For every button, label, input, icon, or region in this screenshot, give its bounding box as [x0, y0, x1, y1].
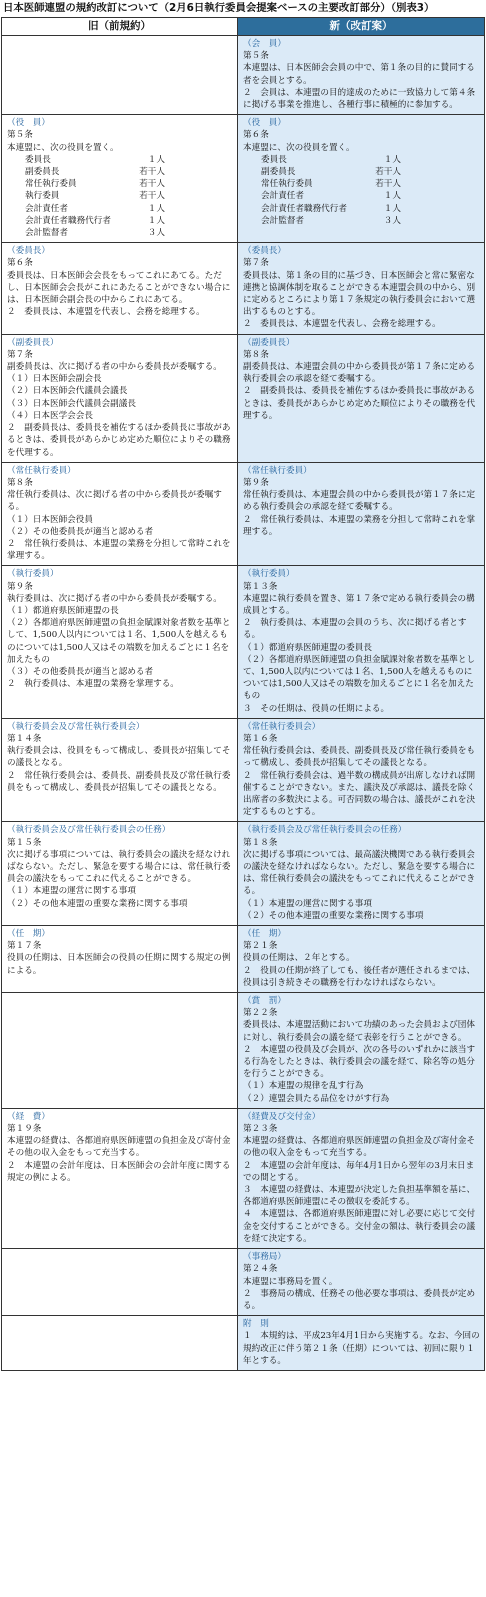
old-article-text: （３）日本医師会代議員会副議長 — [7, 398, 136, 409]
roster-count: １人 — [383, 154, 401, 165]
old-cell — [2, 822, 238, 926]
new-article-heading: （執行委員） — [243, 569, 295, 580]
new-article-text: 常任執行委員会は、委員長、副委員長及び常任執行委員をもって構成し、委員長が招集してその議長となる。 — [243, 746, 476, 769]
new-article-text: ３ 本連盟の経費は、本連盟が決定した負担基準額を基に、各都道府県医師連盟にその徴収を委託する。 — [243, 1185, 476, 1208]
old-article-text: ２ 常任執行委員会は、委員長、副委員長及び常任執行委員をもって構成し、委員長が招集してその議長となる。 — [7, 770, 231, 793]
new-roster-row — [261, 178, 401, 190]
new-cell — [238, 1249, 485, 1316]
new-article-text: ３ その任期は、役員の任期による。 — [243, 703, 390, 714]
new-article-text: ４ 本連盟は、各都道府県医師連盟に対し必要に応じて交付金を交付することができる。交付金の額は、執行委員会の議を経て決定する。 — [243, 1209, 476, 1244]
old-article-heading: （委員長） — [7, 246, 50, 257]
new-article-heading: （委員長） — [243, 246, 286, 257]
table-row — [2, 115, 485, 243]
new-roster-row — [261, 190, 401, 202]
roster-role: 副委員長 — [261, 167, 296, 178]
new-article-heading: （役 員） — [243, 118, 286, 129]
new-cell — [238, 822, 485, 926]
new-article-text: 本連盟に事務局を置く。 — [243, 1276, 338, 1287]
old-article-text: 執行委員会は、役員をもって構成し、委員長が招集してその議長となる。 — [7, 746, 231, 769]
roster-role: 会計責任者職務代行者 — [261, 203, 347, 214]
comparison-table — [1, 17, 485, 1371]
new-article-text: 役員の任期は、２年とする。 — [243, 953, 355, 964]
new-article-heading: （常任執行委員） — [243, 465, 312, 476]
roster-role: 委員長 — [261, 154, 287, 165]
roster-count: 若干人 — [139, 191, 165, 202]
old-article-text: （２）各都道府県医師連盟の負担金賦課対象者数を基準として、1,500人以内については１名、1,500人を越えるものについては1,500人又はその端数を加えるごとに１名を加えたもの — [7, 618, 231, 665]
new-article-text: ２ 本連盟の会計年度は、毎年4月1日から翌年の3月末日までの間とする。 — [243, 1160, 475, 1183]
old-roster-row — [25, 154, 165, 166]
new-article-heading: （賞 罰） — [243, 996, 286, 1007]
new-article-text: ２ 委員長は、本連盟を代表し、会務を総理する。 — [243, 319, 441, 330]
old-cell — [2, 1249, 238, 1316]
old-article-text: ２ 常任執行委員は、本連盟の業務を分担して常時これを掌理する。 — [7, 538, 231, 562]
old-article-text: 第９条 — [7, 581, 33, 592]
old-article-text: 本連盟に、次の役員を置く。 — [7, 142, 119, 153]
new-cell — [238, 334, 485, 462]
new-cell — [238, 243, 485, 334]
new-article-text: 本連盟に、次の役員を置く。 — [243, 142, 355, 153]
roster-role: 会計責任者職務代行者 — [25, 215, 111, 226]
new-cell — [238, 926, 485, 993]
new-cell — [238, 993, 485, 1109]
roster-role: 執行委員 — [25, 191, 60, 202]
new-cell — [238, 36, 485, 115]
table-row — [2, 993, 485, 1109]
old-article-text: （４）日本医学会会長 — [7, 410, 93, 421]
new-article-text: ２ 常任執行委員会は、過半数の構成員が出席しなければ開催することができない。また、議決及び承認は、議長を除く出席者の多数決による。可否同数の場合は、議長がこれを決定するものとする。 — [243, 770, 476, 818]
new-cell — [238, 462, 485, 566]
old-cell — [2, 566, 238, 718]
table-row — [2, 926, 485, 993]
new-article-text: 第２３条 — [243, 1124, 278, 1135]
new-article-heading: （事務局） — [243, 1252, 286, 1263]
old-article-text: 次に掲げる事項については、執行委員会の議決を経なければならない。ただし、緊急を要する場合には、常任執行委員会の議決をもってこれに代えることができる。 — [7, 849, 231, 885]
page-title: 日本医師連盟の規約改訂について（2月6日執行委員会提案ベースの主要改訂部分）（別表3） — [3, 2, 435, 14]
old-cell — [2, 993, 238, 1109]
new-article-text: 第８条 — [243, 349, 269, 360]
table-row — [2, 1108, 485, 1248]
old-article-text: （１）日本医師会副会長 — [7, 374, 102, 385]
new-article-heading: （会 員） — [243, 39, 286, 49]
new-article-text: 第２２条 — [243, 1008, 278, 1019]
old-article-text: 常任執行委員は、次に掲げる者の中から委員長が委嘱する。 — [7, 490, 222, 513]
table-row — [2, 243, 485, 334]
new-article-heading: （経費及び交付金） — [243, 1111, 321, 1122]
roster-count: １人 — [383, 191, 401, 202]
new-article-text: １ 本規約は、平成23年4月1日から実施する。なお、今回の規約改正に伴う第２１条（任期）については、初回に限り１年とする。 — [243, 1331, 480, 1366]
roster-count: １人 — [147, 154, 165, 165]
old-article-text: （２）日本医師会代議員会議長 — [7, 386, 128, 397]
new-article-heading: 附 則 — [243, 1319, 269, 1330]
old-article-text: （２）その他本連盟の重要な業務に関する事項 — [7, 898, 188, 909]
roster-role: 会計監督者 — [261, 215, 304, 226]
new-cell — [238, 566, 485, 718]
old-article-text: 第６条 — [7, 258, 33, 269]
old-cell — [2, 36, 238, 115]
new-article-text: 第５条 — [243, 51, 269, 62]
old-article-text: （２）その他委員長が適当と認める者 — [7, 526, 154, 537]
new-article-text: ２ 事務局の構成、任務その他必要な事項は、委員長が定める。 — [243, 1288, 476, 1311]
new-article-text: 委員長は、本連盟活動において功績のあった会員および団体に対し、執行委員会の議を経て表彰を行うことができる。 — [243, 1020, 475, 1043]
old-cell — [2, 1108, 238, 1248]
old-article-text: 本連盟の経費は、各都道府県医師連盟の負担金及び寄付金その他の収入金をもって充当する。 — [7, 1136, 231, 1159]
new-article-text: （１）都道府県医師連盟の委員長 — [243, 642, 372, 653]
roster-role: 委員長 — [25, 154, 51, 165]
old-article-text: 委員長は、日本医師会会長をもってこれにあてる。ただし、日本医師会会長がこれにあたることができない場合には、日本医師会副会長の中からこれにあてる。 — [7, 270, 231, 306]
old-article-text: 第５条 — [7, 130, 33, 141]
old-article-text: ２ 副委員長は、委員長を補佐するほか委員長に事故があるときは、委員長があらかじめ定めた順位によりその職務を代理する。 — [7, 423, 231, 458]
new-article-text: 第１８条 — [243, 837, 278, 848]
new-roster-row — [261, 215, 401, 227]
old-article-text: 執行委員は、次に掲げる者の中から委員長が委嘱する。 — [7, 593, 222, 604]
old-article-heading: （経 費） — [7, 1111, 50, 1122]
new-article-text: ２ 本連盟の役員及び会員が、次の各号のいずれかに該当する行為をしたときは、執行委員会の議を経て、除名等の処分を行うことができる。 — [243, 1044, 476, 1080]
new-article-text: ２ 副委員長は、委員長を補佐するほか委員長に事故があるときは、委員長があらかじめ定めた順位によりその職務を代理する。 — [243, 386, 476, 421]
old-article-heading: （常任執行委員） — [7, 465, 76, 476]
table-row — [2, 566, 485, 718]
roster-count: 若干人 — [375, 167, 401, 178]
roster-count: １人 — [383, 203, 401, 214]
old-roster-row — [25, 215, 165, 227]
old-roster-row — [25, 166, 165, 178]
old-article-heading: （任 期） — [7, 929, 50, 940]
old-cell — [2, 1316, 238, 1371]
table-row — [2, 462, 485, 566]
new-roster-row — [261, 154, 401, 166]
roster-count: 若干人 — [139, 167, 165, 178]
new-cell — [238, 1316, 485, 1371]
roster-role: 会計責任者 — [261, 191, 304, 202]
old-article-text: 第１９条 — [7, 1124, 42, 1135]
roster-count: １人 — [147, 215, 165, 226]
table-row — [2, 36, 485, 115]
old-article-heading: （執行委員会及び常任執行委員会の任務） — [7, 825, 171, 836]
old-cell — [2, 718, 238, 822]
old-article-text: 第８条 — [7, 477, 33, 488]
new-article-text: （２）連盟会員たる品位をけがす行為 — [243, 1093, 390, 1104]
table-row — [2, 1316, 485, 1371]
new-article-text: 本連盟は、日本医師会会員の中で、第１条の目的に賛同する者を会員とする。 — [243, 63, 475, 86]
old-article-text: ２ 委員長は、本連盟を代表し、会務を総理する。 — [7, 307, 205, 318]
new-article-text: ２ 会員は、本連盟の目的達成のために一致協力して第４条に掲げる事業を推進し、各種行事に積極的に参加する。 — [243, 87, 476, 111]
new-article-text: 副委員長は、本連盟会員の中から委員長が第１７条に定める執行委員会の承認を経て委嘱する。 — [243, 362, 476, 385]
new-article-heading: （執行委員会及び常任執行委員会の任務） — [243, 825, 407, 836]
old-article-text: 第１７条 — [7, 941, 42, 952]
new-article-text: ２ 役員の任期が終了しても、後任者が選任されるまでは、役員は引き続きその職務を行わなければならない。 — [243, 965, 476, 988]
new-article-text: （１）本連盟の規律を乱す行為 — [243, 1081, 364, 1092]
old-column-header: 旧（前規約） — [2, 18, 238, 36]
new-cell — [238, 115, 485, 243]
new-column-header: 新（改訂案） — [238, 18, 485, 36]
old-roster-row — [25, 178, 165, 190]
old-article-text: 第７条 — [7, 349, 33, 360]
roster-role: 会計責任者 — [25, 203, 68, 214]
old-article-text: （１）日本医師会役員 — [7, 514, 93, 525]
old-article-heading: （役 員） — [7, 118, 50, 129]
roster-count: ３人 — [383, 215, 401, 226]
new-article-heading: （任 期） — [243, 929, 286, 940]
old-cell — [2, 334, 238, 462]
new-article-text: （２）各都道府県医師連盟の負担金賦課対象者数を基準として、1,500人以内については１名、1,500人を越えるものについては1,500人又はその端数を加えるごとに１名を加えたもの — [243, 654, 476, 702]
new-article-text: （２）その他本連盟の重要な業務に関する事項 — [243, 910, 424, 921]
new-article-heading: （常任執行委員会） — [243, 721, 321, 732]
new-article-text: 常任執行委員は、本連盟会員の中から委員長が第１７条に定める執行委員会の承認を経て委嘱する。 — [243, 490, 476, 513]
roster-role: 副委員長 — [25, 167, 60, 178]
old-roster-row — [25, 227, 165, 239]
old-article-text: 第１４条 — [7, 733, 42, 744]
old-roster-row — [25, 203, 165, 215]
roster-count: ３人 — [147, 228, 165, 239]
new-article-text: （１）本連盟の運営に関する事項 — [243, 898, 372, 909]
new-roster-row — [261, 203, 401, 215]
table-row — [2, 718, 485, 822]
old-article-text: ２ 執行委員は、本連盟の業務を掌理する。 — [7, 679, 179, 690]
new-cell — [238, 718, 485, 822]
old-article-heading: （執行委員会及び常任執行委員会） — [7, 721, 145, 732]
old-article-text: 第１５条 — [7, 837, 42, 848]
old-article-text: 副委員長は、次に掲げる者の中から委員長が委嘱する。 — [7, 362, 222, 373]
old-cell — [2, 243, 238, 334]
old-article-text: （１）本連盟の運営に関する事項 — [7, 886, 136, 897]
new-officer-roster — [261, 154, 401, 227]
roster-role: 常任執行委員 — [261, 179, 313, 190]
new-article-text: 次に掲げる事項については、最高議決機関である執行委員会の議決を経なければならない。ただし、緊急を要する場合には、常任執行委員会の議決をもってこれに代えることができる。 — [243, 849, 476, 897]
new-roster-row — [261, 166, 401, 178]
old-article-heading: （執行委員） — [7, 569, 59, 580]
old-article-text: （１）都道府県医師連盟の長 — [7, 605, 119, 616]
new-article-text: 第７条 — [243, 258, 269, 269]
new-article-heading: （副委員長） — [243, 337, 295, 348]
old-article-text: （３）その他委員長が適当と認める者 — [7, 666, 154, 677]
new-article-text: 本連盟の経費は、各都道府県医師連盟の負担金及び寄付金その他の収入金をもって充当する。 — [243, 1136, 476, 1159]
new-article-text: 第１３条 — [243, 581, 278, 592]
new-article-text: 第２１条 — [243, 941, 278, 952]
new-article-text: 第１６条 — [243, 733, 278, 744]
new-article-text: 第６条 — [243, 130, 269, 141]
table-row — [2, 334, 485, 462]
new-cell — [238, 1108, 485, 1248]
roster-role: 会計監督者 — [25, 228, 68, 239]
new-article-text: ２ 常任執行委員は、本連盟の業務を分担して常時これを掌理する。 — [243, 514, 476, 537]
old-roster-row — [25, 190, 165, 202]
roster-count: １人 — [147, 203, 165, 214]
old-officer-roster — [25, 154, 165, 239]
roster-count: 若干人 — [375, 179, 401, 190]
new-article-text: 本連盟に執行委員を置き、第１７条で定める執行委員会の構成員とする。 — [243, 593, 475, 616]
new-article-text: ２ 執行委員は、本連盟の会員のうち、次に掲げる者とする。 — [243, 618, 467, 641]
old-cell — [2, 462, 238, 566]
roster-count: 若干人 — [139, 179, 165, 190]
old-article-text: ２ 本連盟の会計年度は、日本医師会の会計年度に関する規定の例による。 — [7, 1160, 231, 1183]
old-cell — [2, 926, 238, 993]
table-row — [2, 822, 485, 926]
new-article-text: 第２４条 — [243, 1264, 278, 1275]
roster-role: 常任執行委員 — [25, 179, 77, 190]
old-cell — [2, 115, 238, 243]
table-row — [2, 1249, 485, 1316]
old-article-text: 役員の任期は、日本医師会の役員の任期に関する規定の例による。 — [7, 953, 231, 976]
new-article-text: 第９条 — [243, 477, 269, 488]
old-article-heading: （副委員長） — [7, 337, 59, 348]
new-article-text: 委員長は、第１条の目的に基づき、日本医師会と常に緊密な連携と協調体制を取ることができる本連盟会員の中から、別に定めるところにより第１７条規定の執行委員会において選出するものとする。 — [243, 270, 476, 318]
